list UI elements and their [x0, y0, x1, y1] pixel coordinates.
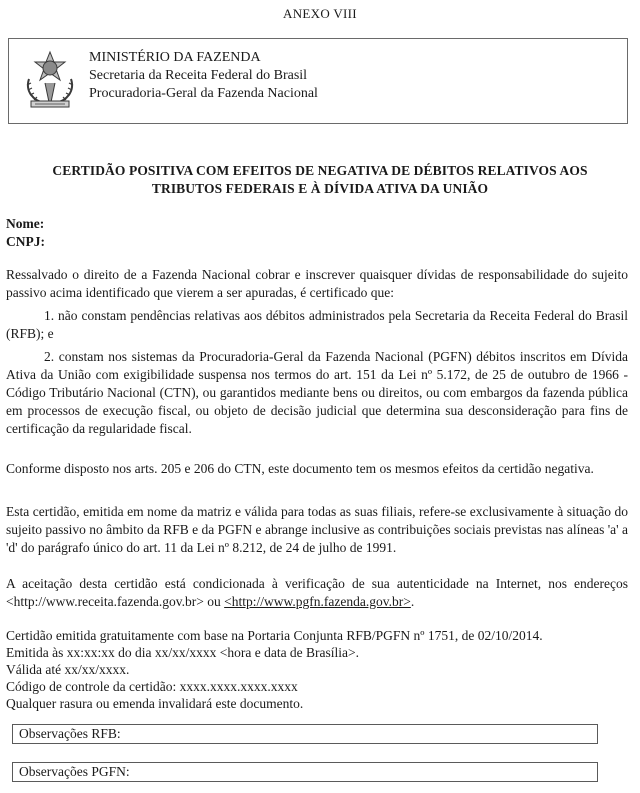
ministry-name: MINISTÉRIO DA FAZENDA: [89, 50, 261, 65]
pgfn-url-link[interactable]: <http://www.pgfn.fazenda.gov.br>: [224, 594, 411, 609]
footer-line-codigo: Código de controle da certidão: xxxx.xxxx.xxxx.xxxx: [6, 679, 298, 694]
footer-line-validade: Válida até xx/xx/xxxx.: [6, 662, 130, 677]
footer-line-portaria: Certidão emitida gratuitamente com base na Portaria Conjunta RFB/PGFN nº 1751, de 02/10/2014.: [6, 628, 543, 643]
certificate-title: [6, 162, 634, 198]
brazil-coat-of-arms-icon: [23, 49, 77, 111]
aceitacao-text: A aceitação desta certidão está condicionada à verificação de sua autenticidade na Internet, nos endereços: [6, 576, 628, 591]
procuradoria-name: Procuradoria-Geral da Fazenda Nacional: [89, 86, 318, 101]
aceitacao-end: .: [410, 594, 415, 609]
nome-label: Nome:: [6, 216, 45, 231]
item-2-paragraph: 2. constam nos sistemas da Procuradoria-Geral da Fazenda Nacional (PGFN) débitos inscritos em Dívida Ativa da União com exigibilidade suspensa nos termos do art. 151 da Lei nº 5.172, de 25 de outubro de 1966 - Código Tributário Nacional (CTN), ou garantidos mediante bens ou direitos, ou com embargos da fazenda pública em processos de execução fiscal, ou objeto de decisão judicial que determina sua desconsideração para fins de certificação da regularidade fiscal.: [6, 349, 628, 436]
title-line-1: CERTIDÃO POSITIVA COM EFEITOS DE NEGATIVA DE DÉBITOS RELATIVOS AOS: [52, 163, 588, 178]
header-box: [8, 38, 628, 124]
cnpj-label: CNPJ:: [6, 234, 45, 249]
observacoes-rfb-box: [12, 724, 598, 744]
observacoes-pgfn-box: [12, 762, 598, 782]
footer-line-emitida: Emitida às xx:xx:xx do dia xx/xx/xxxx <hora e data de Brasília>.: [6, 645, 360, 660]
aceitacao-or: ou: [203, 594, 225, 609]
observacoes-pgfn-label: Observações PGFN:: [19, 764, 130, 779]
title-line-2: TRIBUTOS FEDERAIS E À DÍVIDA ATIVA DA UNIÃO: [151, 181, 489, 196]
aceitacao-paragraph: [6, 575, 628, 611]
item-1-paragraph: 1. não constam pendências relativas aos débitos administrados pela Secretaria da Receita Federal do Brasil (RFB); e: [6, 308, 628, 341]
receita-url: <http://www.receita.fazenda.gov.br>: [6, 594, 204, 609]
conforme-paragraph: Conforme disposto nos arts. 205 e 206 do CTN, este documento tem os mesmos efeitos da certidão negativa.: [6, 461, 594, 476]
footer-line-rasura: Qualquer rasura ou emenda invalidará este documento.: [6, 696, 304, 711]
secretariat-name: Secretaria da Receita Federal do Brasil: [89, 68, 308, 83]
intro-paragraph: Ressalvado o direito de a Fazenda Nacional cobrar e inscrever quaisquer dívidas de responsabilidade do sujeito passivo acima identificado que vierem a ser apuradas, é certificado que:: [6, 267, 628, 300]
observacoes-rfb-label: Observações RFB:: [19, 726, 121, 741]
annex-label: ANEXO VIII: [283, 6, 357, 21]
esta-certidao-paragraph: Esta certidão, emitida em nome da matriz e válida para todas as suas filiais, refere-se exclusivamente à situação do sujeito passivo no âmbito da RFB e da PGFN e abrange inclusive as contribuições sociais previstas nas alíneas 'a' a 'd' do parágrafo único do art. 11 da Lei nº 8.212, de 24 de julho de 1991.: [6, 504, 628, 555]
